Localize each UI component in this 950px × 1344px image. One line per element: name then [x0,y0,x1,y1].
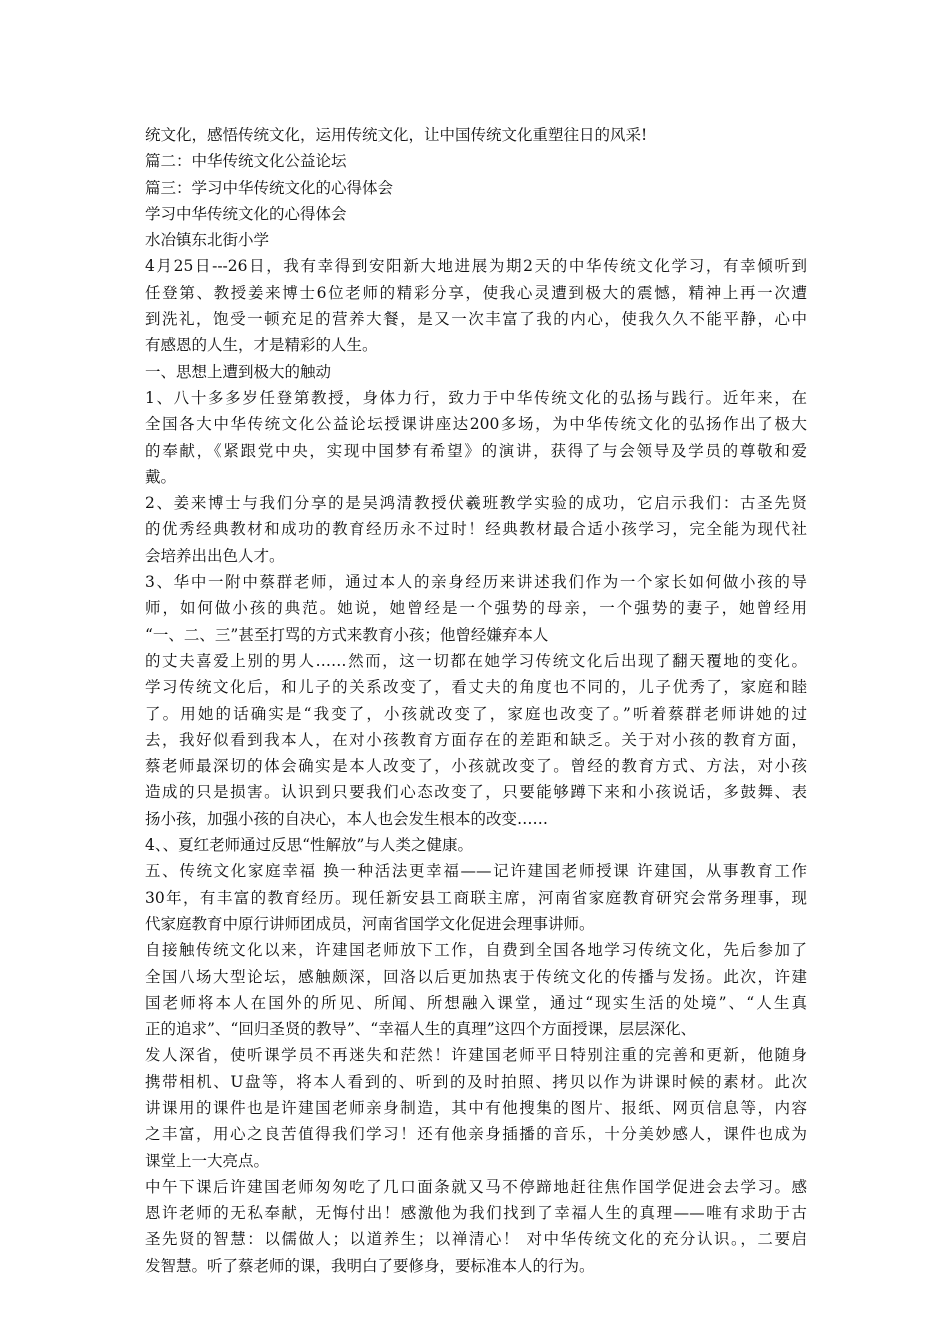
text-line: 篇二：中华传统文化公益论坛 [145,152,347,171]
text-line: 学习中华传统文化的心得体会 [145,204,347,223]
text-line: 全国各大中华传统文化公益论坛授课讲座达200多场，为中华传统文化的弘扬作出了极大 [145,415,807,434]
text-line: 圣先贤的智慧：以儒做人；以道养生；以禅清心！ 对中华传统文化的充分认识。，二要启 [145,1230,807,1249]
text-line: 到洗礼，饱受一顿充足的营养大餐，是又一次丰富了我的内心，使我久久不能平静，心中 [145,310,807,329]
text-line: 统文化，感悟传统文化，运用传统文化，让中国传统文化重塑往日的风采! [145,126,648,144]
text-line: 的奉献，《紧跟党中央，实现中国梦有希望》的演讲，获得了与会领导及学员的尊敬和爱 [145,441,807,460]
text-line: 五、传统文化家庭幸福 换一种活法更幸福——记许建国老师授课 许建国，从事教育工作 [145,862,807,881]
text-line: 造成的只是损害。认识到只要我们心态改变了，只要能够蹲下来和小孩说话，多鼓舞、表 [145,783,807,802]
text-line: 之丰富，用心之良苦值得我们学习！还有他亲身插播的音乐，十分美妙感人，课件也成为 [145,1125,807,1144]
text-line: 一、思想上遭到极大的触动 [145,362,332,381]
text-line: 1、八十多多岁任登第教授，身体力行，致力于中华传统文化的弘扬与践行。近年来，在 [145,388,807,407]
text-line: 自接触传统文化以来，许建国老师放下工作，自费到全国各地学习传统文化，先后参加了 [145,941,807,960]
text-line: 恩许老师的无私奉献，无悔付出！感激他为我们找到了幸福人生的真理——唯有求助于古 [145,1204,807,1223]
text-line: 4、、夏红老师通过反思“性解放”与人类之健康。 [145,836,473,855]
text-line: 国老师将本人在国外的所见、所闻、所想融入课堂，通过“现实生活的处境”、“人生真 [145,993,807,1012]
text-line: 戴。 [145,467,177,486]
text-line: “一、二、三”甚至打骂的方式来教育小孩；他曾经嫌弃本人 [145,625,549,644]
text-line: 讲课用的课件也是许建国老师亲身制造，其中有他搜集的图片、报纸、网页信息等，内容 [145,1098,807,1117]
text-line: 30年，有丰富的教育经历。现任新安县工商联主席，河南省家庭教育研究会常务理事，现 [145,888,807,907]
document-body [145,122,807,1279]
text-line: 有感恩的人生，才是精彩的人生。 [145,336,378,355]
text-line: 蔡老师最深切的体会确实是本人改变了，小孩就改变了。曾经的教育方式、方法，对小孩 [145,757,807,776]
text-line: 4月25日---26日，我有幸得到安阳新大地进展为期2天的中华传统文化学习，有幸倾听到 [145,257,807,276]
text-line: 任登第、教授姜来博士6位老师的精彩分享，使我心灵遭到极大的震憾，精神上再一次遭 [145,283,807,302]
text-line: 全国八场大型论坛，感触颇深，回洛以后更加热衷于传统文化的传播与发扬。此次，许建 [145,967,807,986]
text-line: 篇三：学习中华传统文化的心得体会 [145,178,394,197]
text-line: 3、华中一附中蔡群老师，通过本人的亲身经历来讲述我们作为一个家长如何做小孩的导 [145,573,807,592]
text-line: 的丈夫喜爱上别的男人……然而，这一切都在她学习传统文化后出现了翻天覆地的变化。 [145,651,807,670]
text-line: 发人深省，使听课学员不再迷失和茫然！许建国老师平日特别注重的完善和更新，他随身 [145,1046,807,1065]
text-line: 了。用她的话确实是“我变了，小孩就改变了，家庭也改变了。”听着蔡群老师讲她的过 [145,704,807,723]
text-line: 学习传统文化后，和儿子的关系改变了，看丈夫的角度也不同的，儿子优秀了，家庭和睦 [145,678,807,697]
text-line: 水冶镇东北街小学 [145,231,270,250]
text-line: 会培养出出色人才。 [145,546,285,565]
text-line: 代家庭教育中原行讲师团成员，河南省国学文化促进会理事讲师。 [145,914,595,933]
text-line: 去，我好似看到我本人，在对小孩教育方面存在的差距和缺乏。关于对小孩的教育方面， [145,730,807,749]
text-line: 正的追求”、“回归圣贤的教导”、“幸福人生的真理”这四个方面授课，层层深化、 [145,1020,697,1039]
text-line: 中午下课后许建国老师匆匆吃了几口面条就又马不停蹄地赶往焦作国学促进会去学习。感 [145,1177,807,1196]
text-line: 师，如何做小孩的典范。她说，她曾经是一个强势的母亲，一个强势的妻子，她曾经用 [145,599,807,618]
text-line: 携带相机、U盘等，将本人看到的、听到的及时拍照、拷贝以作为讲课时候的素材。此次 [145,1072,807,1091]
text-line: 课堂上一大亮点。 [145,1151,270,1170]
text-line: 2、姜来博士与我们分享的是吴鸿清教授伏羲班教学实验的成功，它启示我们：古圣先贤 [145,494,807,513]
text-line: 发智慧。听了蔡老师的课，我明白了要修身，要标准本人的行为。 [145,1256,595,1275]
text-line: 扬小孩，加强小孩的自决心，本人也会发生根本的改变…… [145,809,549,828]
text-line: 的优秀经典教材和成功的教育经历永不过时！经典教材最合适小孩学习，完全能为现代社 [145,520,807,539]
